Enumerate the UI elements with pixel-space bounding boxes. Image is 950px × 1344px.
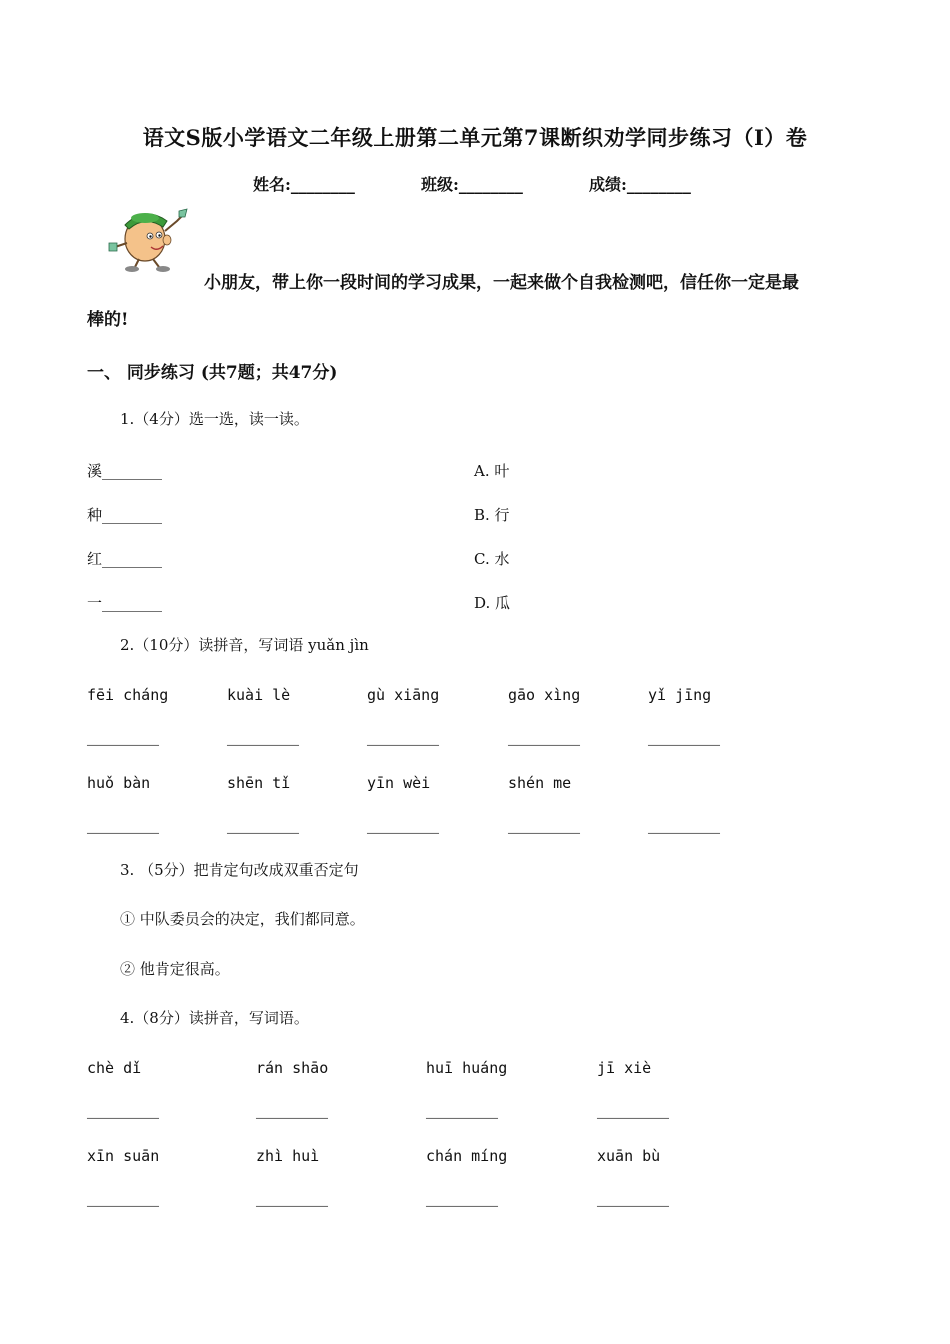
q4-answer-blank[interactable]: ________ [597, 1193, 670, 1210]
q2-answer-blank[interactable]: ________ [508, 820, 581, 837]
q4-pinyin: chè dǐ [87, 1059, 142, 1077]
q4-answer-blank[interactable]: ________ [426, 1105, 499, 1122]
q2-answer-blank[interactable]: ________ [648, 820, 721, 837]
q2-answer-blank[interactable]: ________ [508, 732, 581, 749]
q2-pinyin: kuài lè [227, 686, 291, 704]
q4-answer-blank[interactable]: ________ [256, 1193, 329, 1210]
q4-pinyin: xuān bù [597, 1147, 661, 1165]
section-heading: 一、 同步练习 (共7题；共47分) [87, 363, 338, 383]
q2-pinyin: fēi cháng [87, 686, 169, 704]
q2-pinyin: gù xiāng [367, 686, 440, 704]
q4-pinyin: rán shāo [256, 1059, 329, 1077]
q4-pinyin: huī huáng [426, 1059, 508, 1077]
q2-pinyin: gāo xìng [508, 686, 581, 704]
q2-answer-blank[interactable]: ________ [227, 732, 300, 749]
q2-pinyin: shēn tǐ [227, 774, 291, 792]
score-field: 成绩:________ [589, 175, 691, 194]
q2-pinyin: huǒ bàn [87, 774, 151, 792]
q2-answer-blank[interactable]: ________ [227, 820, 300, 837]
name-field: 姓名:________ [253, 175, 355, 194]
intro-line-2: 棒的! [87, 310, 129, 330]
q4-pinyin: jī xiè [597, 1059, 652, 1077]
q4-answer-blank[interactable]: ________ [87, 1105, 160, 1122]
mascot-illustration [105, 203, 195, 273]
q3-sentence-2: ② 他肯定很高。 [120, 960, 230, 978]
q1-option: B. 行 [474, 506, 510, 524]
class-field: 班级:________ [421, 175, 523, 194]
q1-left-item: 一________ [87, 594, 163, 612]
intro-line-1: 小朋友，带上你一段时间的学习成果，一起来做个自我检测吧，信任你一定是最 [204, 273, 799, 293]
q2-answer-blank[interactable]: ________ [367, 820, 440, 837]
q2-pinyin: yīn wèi [367, 774, 431, 792]
q2-answer-blank[interactable]: ________ [87, 732, 160, 749]
question-3-title: 3. （5分）把肯定句改成双重否定句 [120, 861, 359, 879]
q1-left-item: 溪________ [87, 462, 163, 480]
q1-left-item: 红________ [87, 550, 163, 568]
q2-pinyin: shén me [508, 774, 572, 792]
question-1-title: 1.（4分）选一选，读一读。 [120, 410, 309, 428]
q4-answer-blank[interactable]: ________ [597, 1105, 670, 1122]
q4-pinyin: chán míng [426, 1147, 508, 1165]
q2-answer-blank[interactable]: ________ [367, 732, 440, 749]
document-title: 语文S版小学语文二年级上册第二单元第7课断织劝学同步练习（I）卷 [142, 125, 808, 150]
q1-option: A. 叶 [474, 462, 510, 480]
q1-option: D. 瓜 [474, 594, 511, 612]
q4-pinyin: zhì huì [256, 1147, 320, 1165]
q3-sentence-1: ① 中队委员会的决定，我们都同意。 [120, 910, 365, 928]
q4-answer-blank[interactable]: ________ [87, 1193, 160, 1210]
q4-answer-blank[interactable]: ________ [426, 1193, 499, 1210]
question-4-title: 4.（8分）读拼音，写词语。 [120, 1009, 309, 1027]
q2-answer-blank[interactable]: ________ [87, 820, 160, 837]
q2-answer-blank[interactable]: ________ [648, 732, 721, 749]
q4-pinyin: xīn suān [87, 1147, 160, 1165]
q1-left-item: 种________ [87, 506, 163, 524]
q2-pinyin: yǐ jīng [648, 686, 712, 704]
question-2-title: 2.（10分）读拼音，写词语 yuǎn jìn [120, 636, 369, 654]
q1-option: C. 水 [474, 550, 510, 568]
q4-answer-blank[interactable]: ________ [256, 1105, 329, 1122]
